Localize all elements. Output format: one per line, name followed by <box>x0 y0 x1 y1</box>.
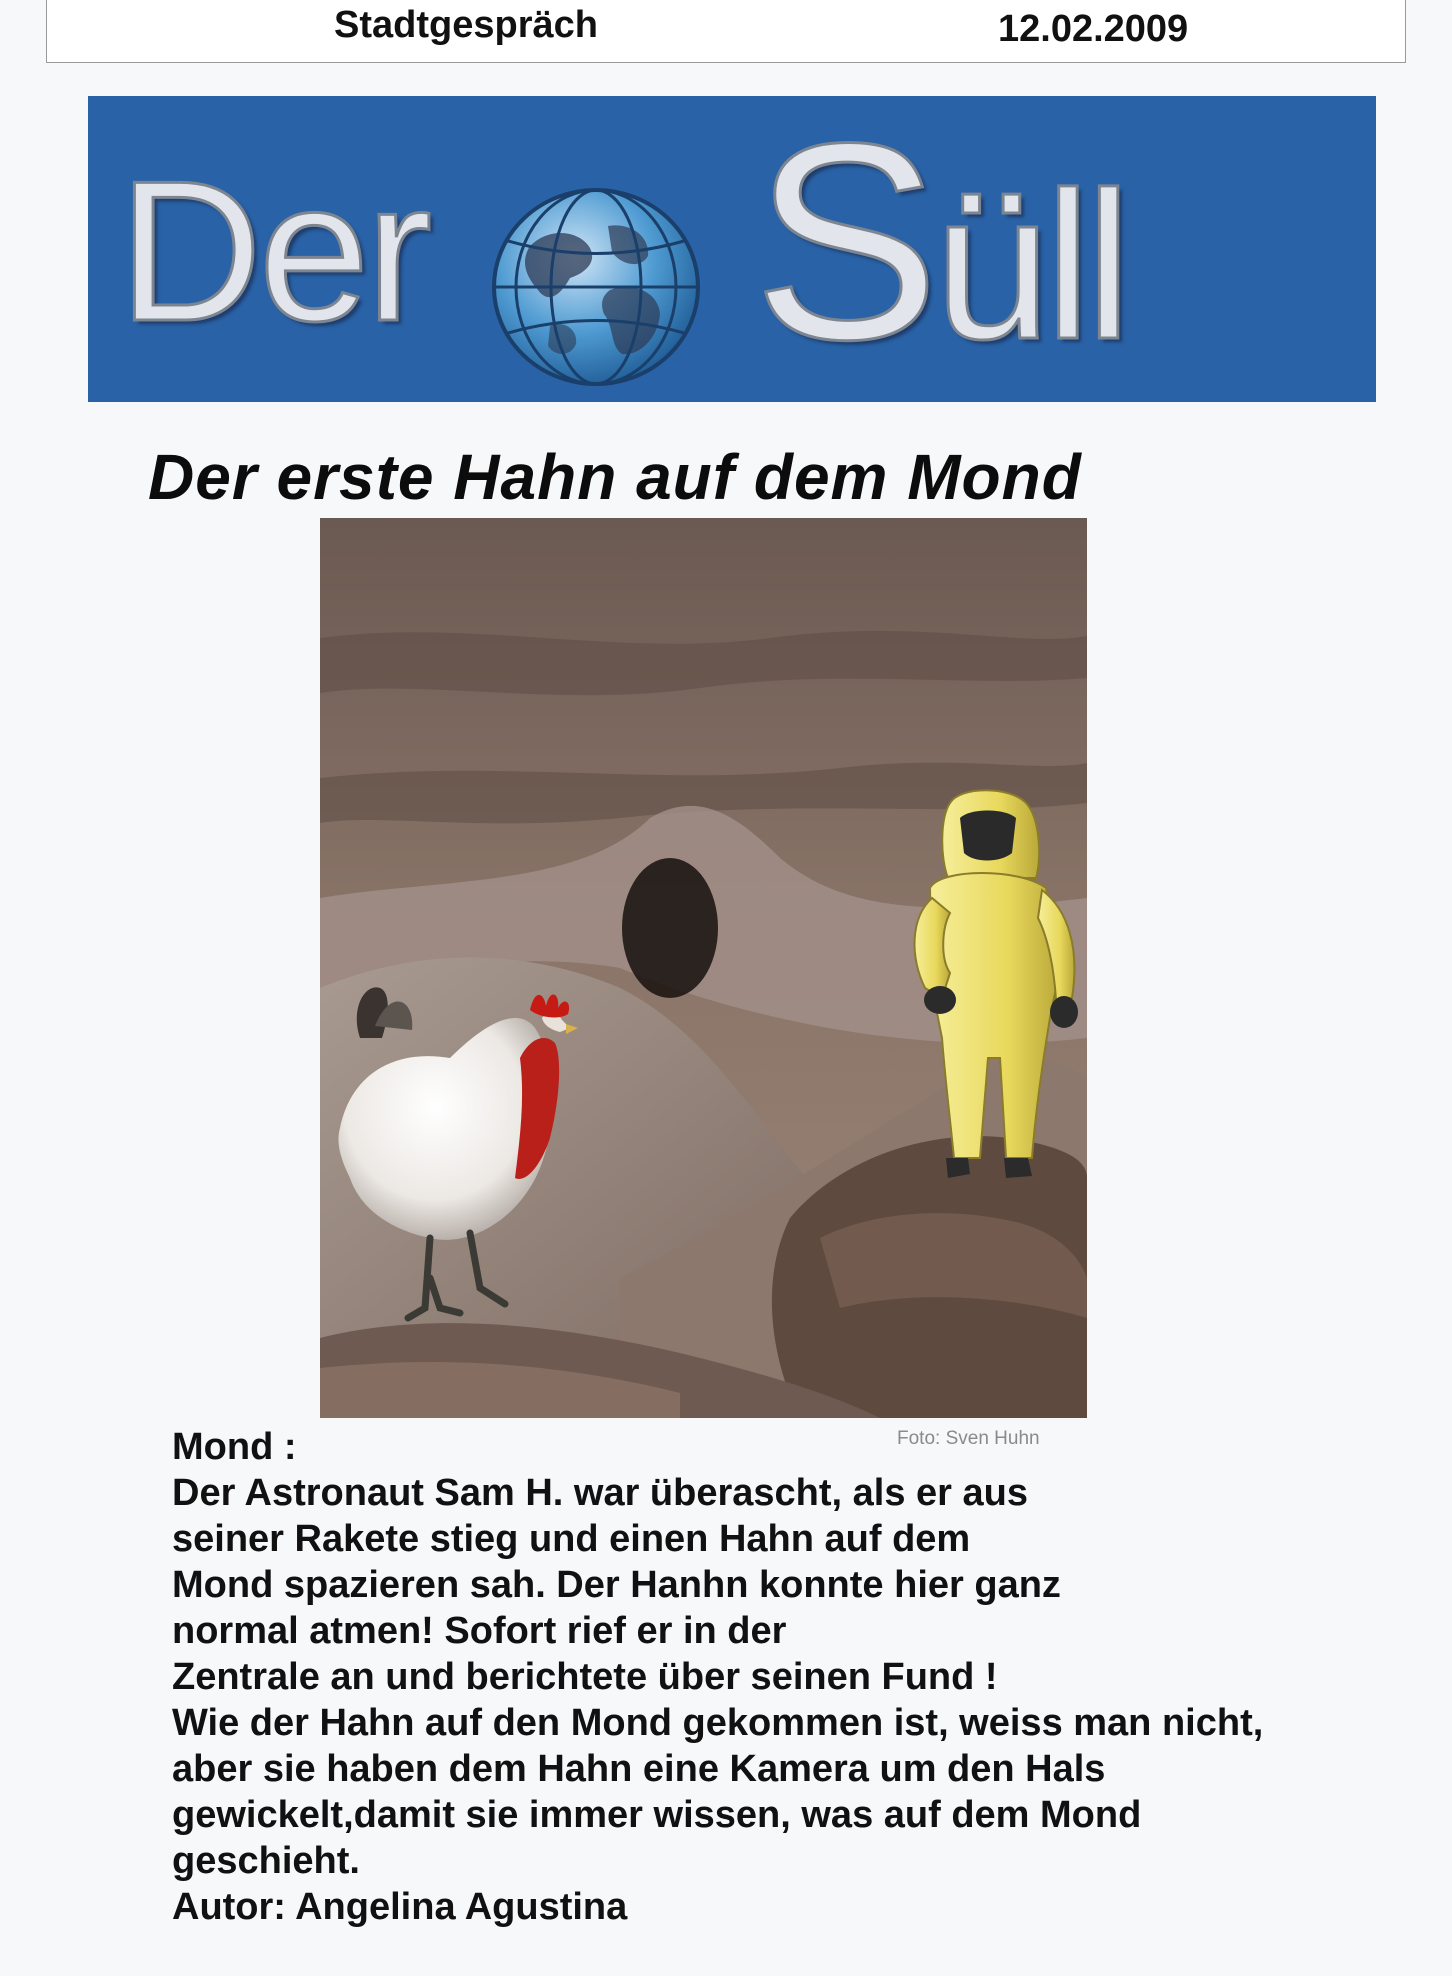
section-name: Stadtgespräch <box>334 4 598 46</box>
article-line: normal atmen! Sofort rief er in der <box>172 1610 787 1652</box>
masthead-letters-ull: üll <box>933 148 1126 383</box>
globe-icon <box>490 186 702 388</box>
article-line: gewickelt,damit sie immer wissen, was auf dem Mond <box>172 1794 1142 1836</box>
issue-date: 12.02.2009 <box>998 8 1189 50</box>
photo-credit: Foto: Sven Huhn <box>897 1428 1040 1449</box>
article-dateline: Mond : <box>172 1426 297 1468</box>
masthead-word-sull <box>753 86 1126 398</box>
article-line: Der Astronaut Sam H. war überascht, als er aus <box>172 1472 1029 1514</box>
article-body <box>172 1424 1352 1930</box>
article-line: geschieht. <box>172 1840 360 1882</box>
article-line: Wie der Hahn auf den Mond gekommen ist, weiss man nicht, <box>172 1702 1264 1744</box>
masthead-letter-s: S <box>753 86 934 398</box>
article-photo <box>320 518 1087 1418</box>
article-headline: Der erste Hahn auf dem Mond <box>148 441 1082 513</box>
article-line: Mond spazieren sah. Der Hanhn konnte hier ganz <box>172 1564 1061 1606</box>
page-header <box>46 0 1406 63</box>
article-line: aber sie haben dem Hahn eine Kamera um den Hals <box>172 1748 1106 1790</box>
article-line: seiner Rakete stieg und einen Hahn auf dem <box>172 1518 971 1560</box>
masthead-logo <box>88 86 1376 402</box>
masthead-word-der: Der <box>118 140 429 363</box>
article-author: Autor: Angelina Agustina <box>172 1886 628 1928</box>
article-line: Zentrale an und berichtete über seinen Fund ! <box>172 1656 998 1698</box>
